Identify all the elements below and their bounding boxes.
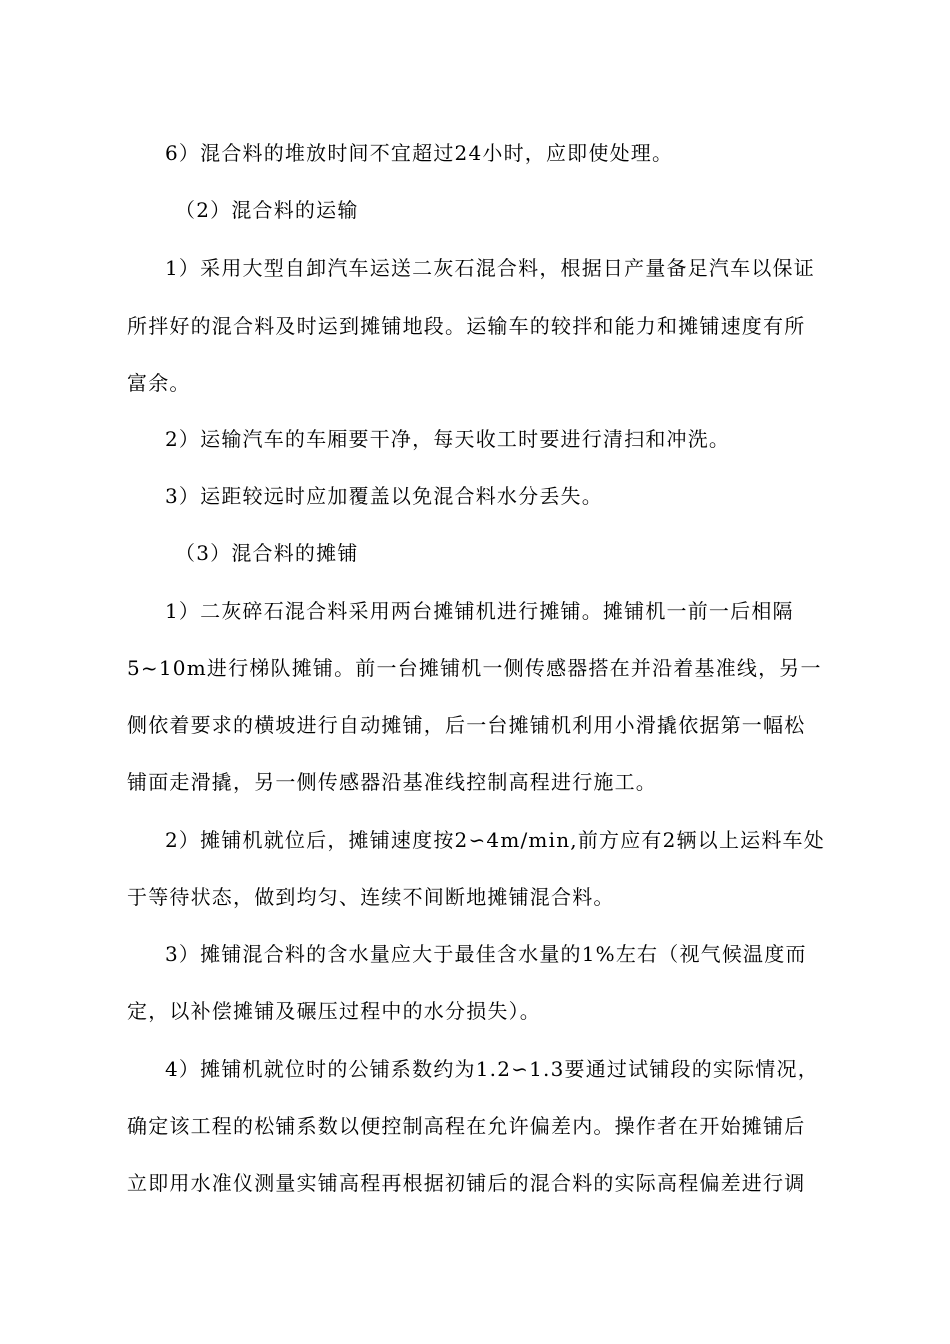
paragraph-line: 铺面走滑撬，另一侧传感器沿基准线控制高程进行施工。 xyxy=(127,770,657,794)
section-heading: （3）混合料的摊铺 xyxy=(175,541,359,565)
paragraph-line: 侧依着要求的横坡进行自动摊铺，后一台摊铺机利用小滑撬依据第一幅松 xyxy=(127,713,806,737)
paragraph-line: 3）运距较远时应加覆盖以免混合料水分丢失。 xyxy=(165,484,603,508)
paragraph-line: 1）采用大型自卸汽车运送二灰石混合料，根据日产量备足汽车以保证 xyxy=(165,256,815,280)
paragraph-line: 定，以补偿摊铺及碾压过程中的水分损失）。 xyxy=(127,999,541,1023)
paragraph-line: 富余。 xyxy=(127,371,191,395)
paragraph-line: 所拌好的混合料及时运到摊铺地段。运输车的较拌和能力和摊铺速度有所 xyxy=(127,314,806,338)
paragraph-line: 3）摊铺混合料的含水量应大于最佳含水量的1%左右（视气候温度而 xyxy=(165,942,807,966)
paragraph-line: 2）摊铺机就位后，摊铺速度按2∽4m/min,前方应有2辆以上运料车处 xyxy=(165,828,825,852)
paragraph-line: 4）摊铺机就位时的公铺系数约为1.2∽1.3要通过试铺段的实际情况， xyxy=(165,1057,819,1081)
section-heading: （2）混合料的运输 xyxy=(175,198,359,222)
paragraph-line: 2）运输汽车的车厢要干净，每天收工时要进行清扫和冲洗。 xyxy=(165,427,731,451)
paragraph-line: 5~10m进行梯队摊铺。前一台摊铺机一侧传感器搭在并沿着基准线，另一 xyxy=(127,656,822,680)
paragraph-line: 1）二灰碎石混合料采用两台摊铺机进行摊铺。摊铺机一前一后相隔 xyxy=(165,599,794,623)
paragraph-line: 确定该工程的松铺系数以便控制高程在允许偏差内。操作者在开始摊铺后 xyxy=(127,1114,806,1138)
paragraph-line: 6）混合料的堆放时间不宜超过24小时，应即使处理。 xyxy=(165,141,674,165)
paragraph-line: 立即用水准仪测量实铺高程再根据初铺后的混合料的实际高程偏差进行调 xyxy=(127,1171,806,1195)
paragraph-line: 于等待状态，做到均匀、连续不间断地摊铺混合料。 xyxy=(127,885,615,909)
